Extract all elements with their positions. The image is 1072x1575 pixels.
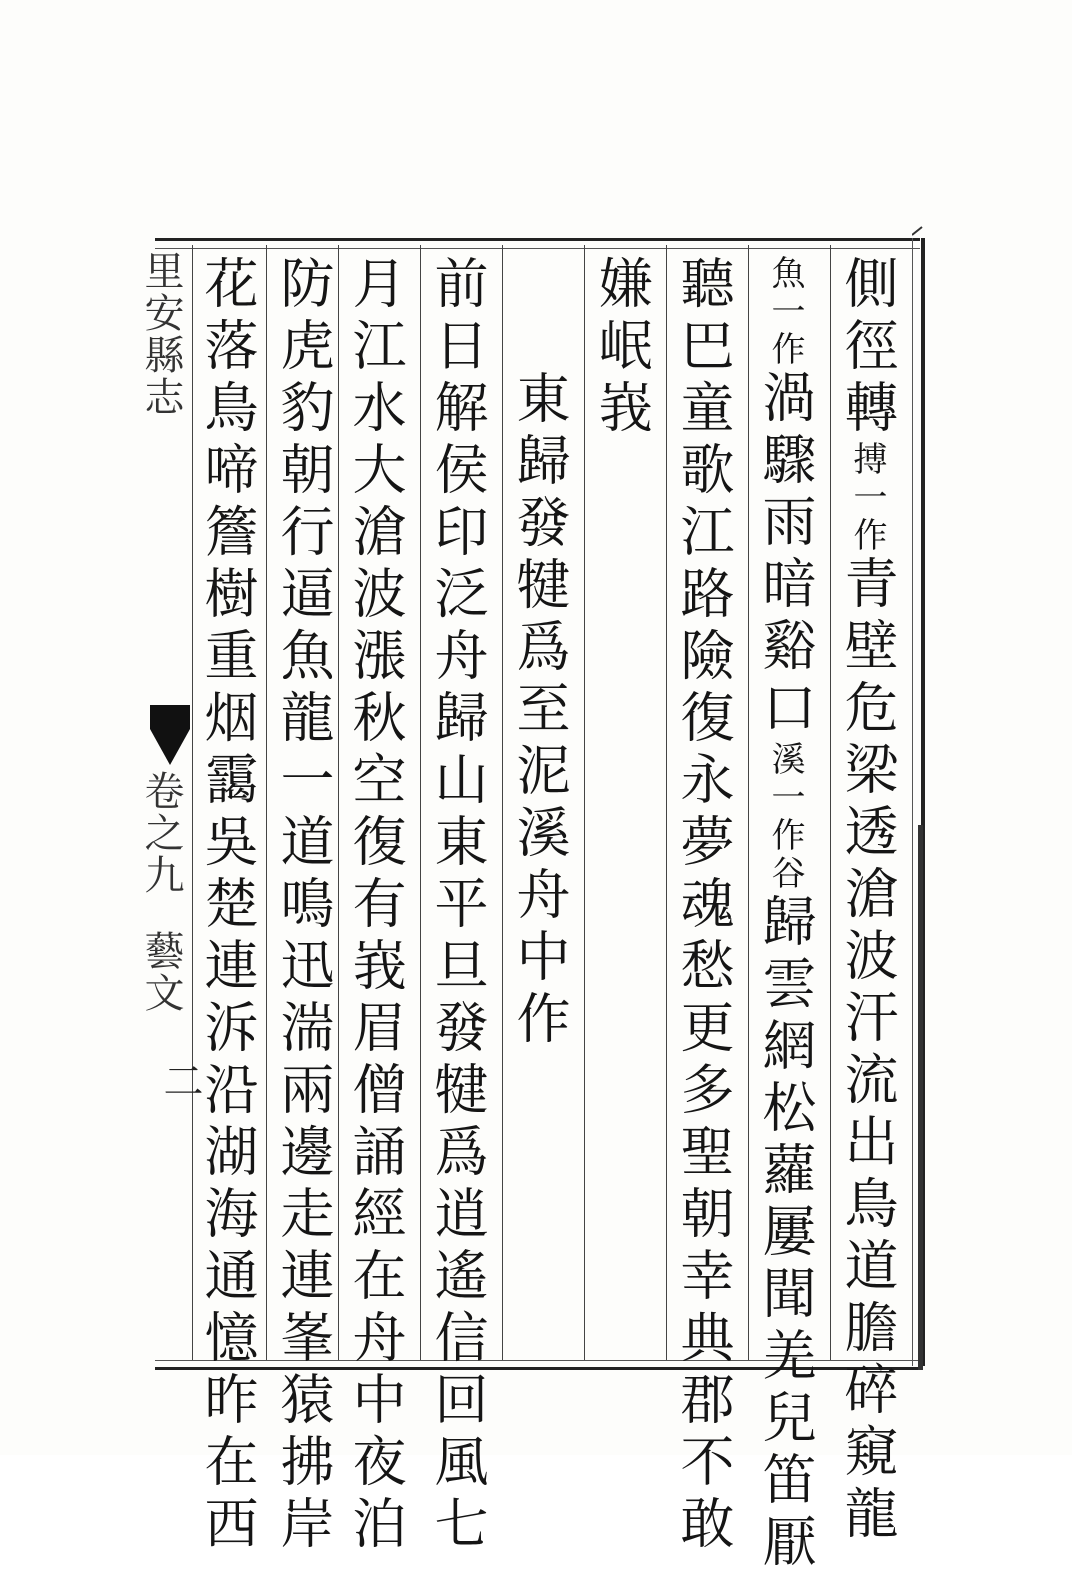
column-divider [584,245,585,1360]
corner-mark-icon [912,222,924,234]
column-divider [192,245,193,1360]
column-divider [420,245,421,1360]
text-column-4 [590,255,653,1355]
poem-title-column [508,370,571,1470]
text-column-8 [272,255,335,1557]
frame-right-shadow [918,825,923,1370]
text-column-9 [196,255,259,1557]
column-text: 側徑轉 [836,255,899,441]
margin-section-label: 藝文 [138,930,184,1014]
text-column-2 [754,255,817,1575]
column-divider [502,245,503,1360]
annotation-note: 搏一作 [847,441,887,555]
frame-top-rule [155,238,920,249]
annotation-note: 溪一作谷 [765,741,805,893]
column-divider [830,245,831,1360]
text-column-6 [426,255,489,1557]
column-text: 前日解侯印泛舟歸山東平旦發犍爲逍遙信回風七 [426,255,489,1557]
text-column-7 [344,255,407,1557]
column-divider [748,245,749,1360]
annotation-note: 魚一作 [765,255,805,369]
page-number: 二 [157,1060,203,1100]
column-divider [266,245,267,1360]
text-column-1 [836,255,899,1547]
column-text: 花落鳥啼簷樹重烟靄吳楚連泝沿湖海通憶昨在西 [196,255,259,1557]
margin-book-title: 里安縣志 [138,250,184,418]
margin-section [138,930,190,1050]
column-text: 青壁危梁透滄波汗流出鳥道膽碎窺龍 [836,555,899,1547]
column-text: 渦驟雨暗谿口 [754,369,817,741]
column-text: 聽巴童歌江路險復永夢魂愁更多聖朝幸典郡不敢 [672,255,735,1557]
column-divider [666,245,667,1360]
column-text: 歸雲網松蘿屢聞羌兒笛厭 [754,893,817,1575]
column-text: 月江水大滄波漲秋空復有峩眉僧誦經在舟中夜泊 [344,255,407,1557]
column-text: 嫌岷峩 [590,255,653,441]
column-text: 防虎豹朝行逼魚龍一道鳴迅湍兩邊走連峯猿拂岸 [272,255,335,1557]
poem-title: 東歸發犍爲至泥溪舟中作 [508,370,571,1052]
margin-chapter-label: 卷之九 [138,770,184,896]
column-divider [338,245,339,1360]
text-column-3 [672,255,735,1557]
